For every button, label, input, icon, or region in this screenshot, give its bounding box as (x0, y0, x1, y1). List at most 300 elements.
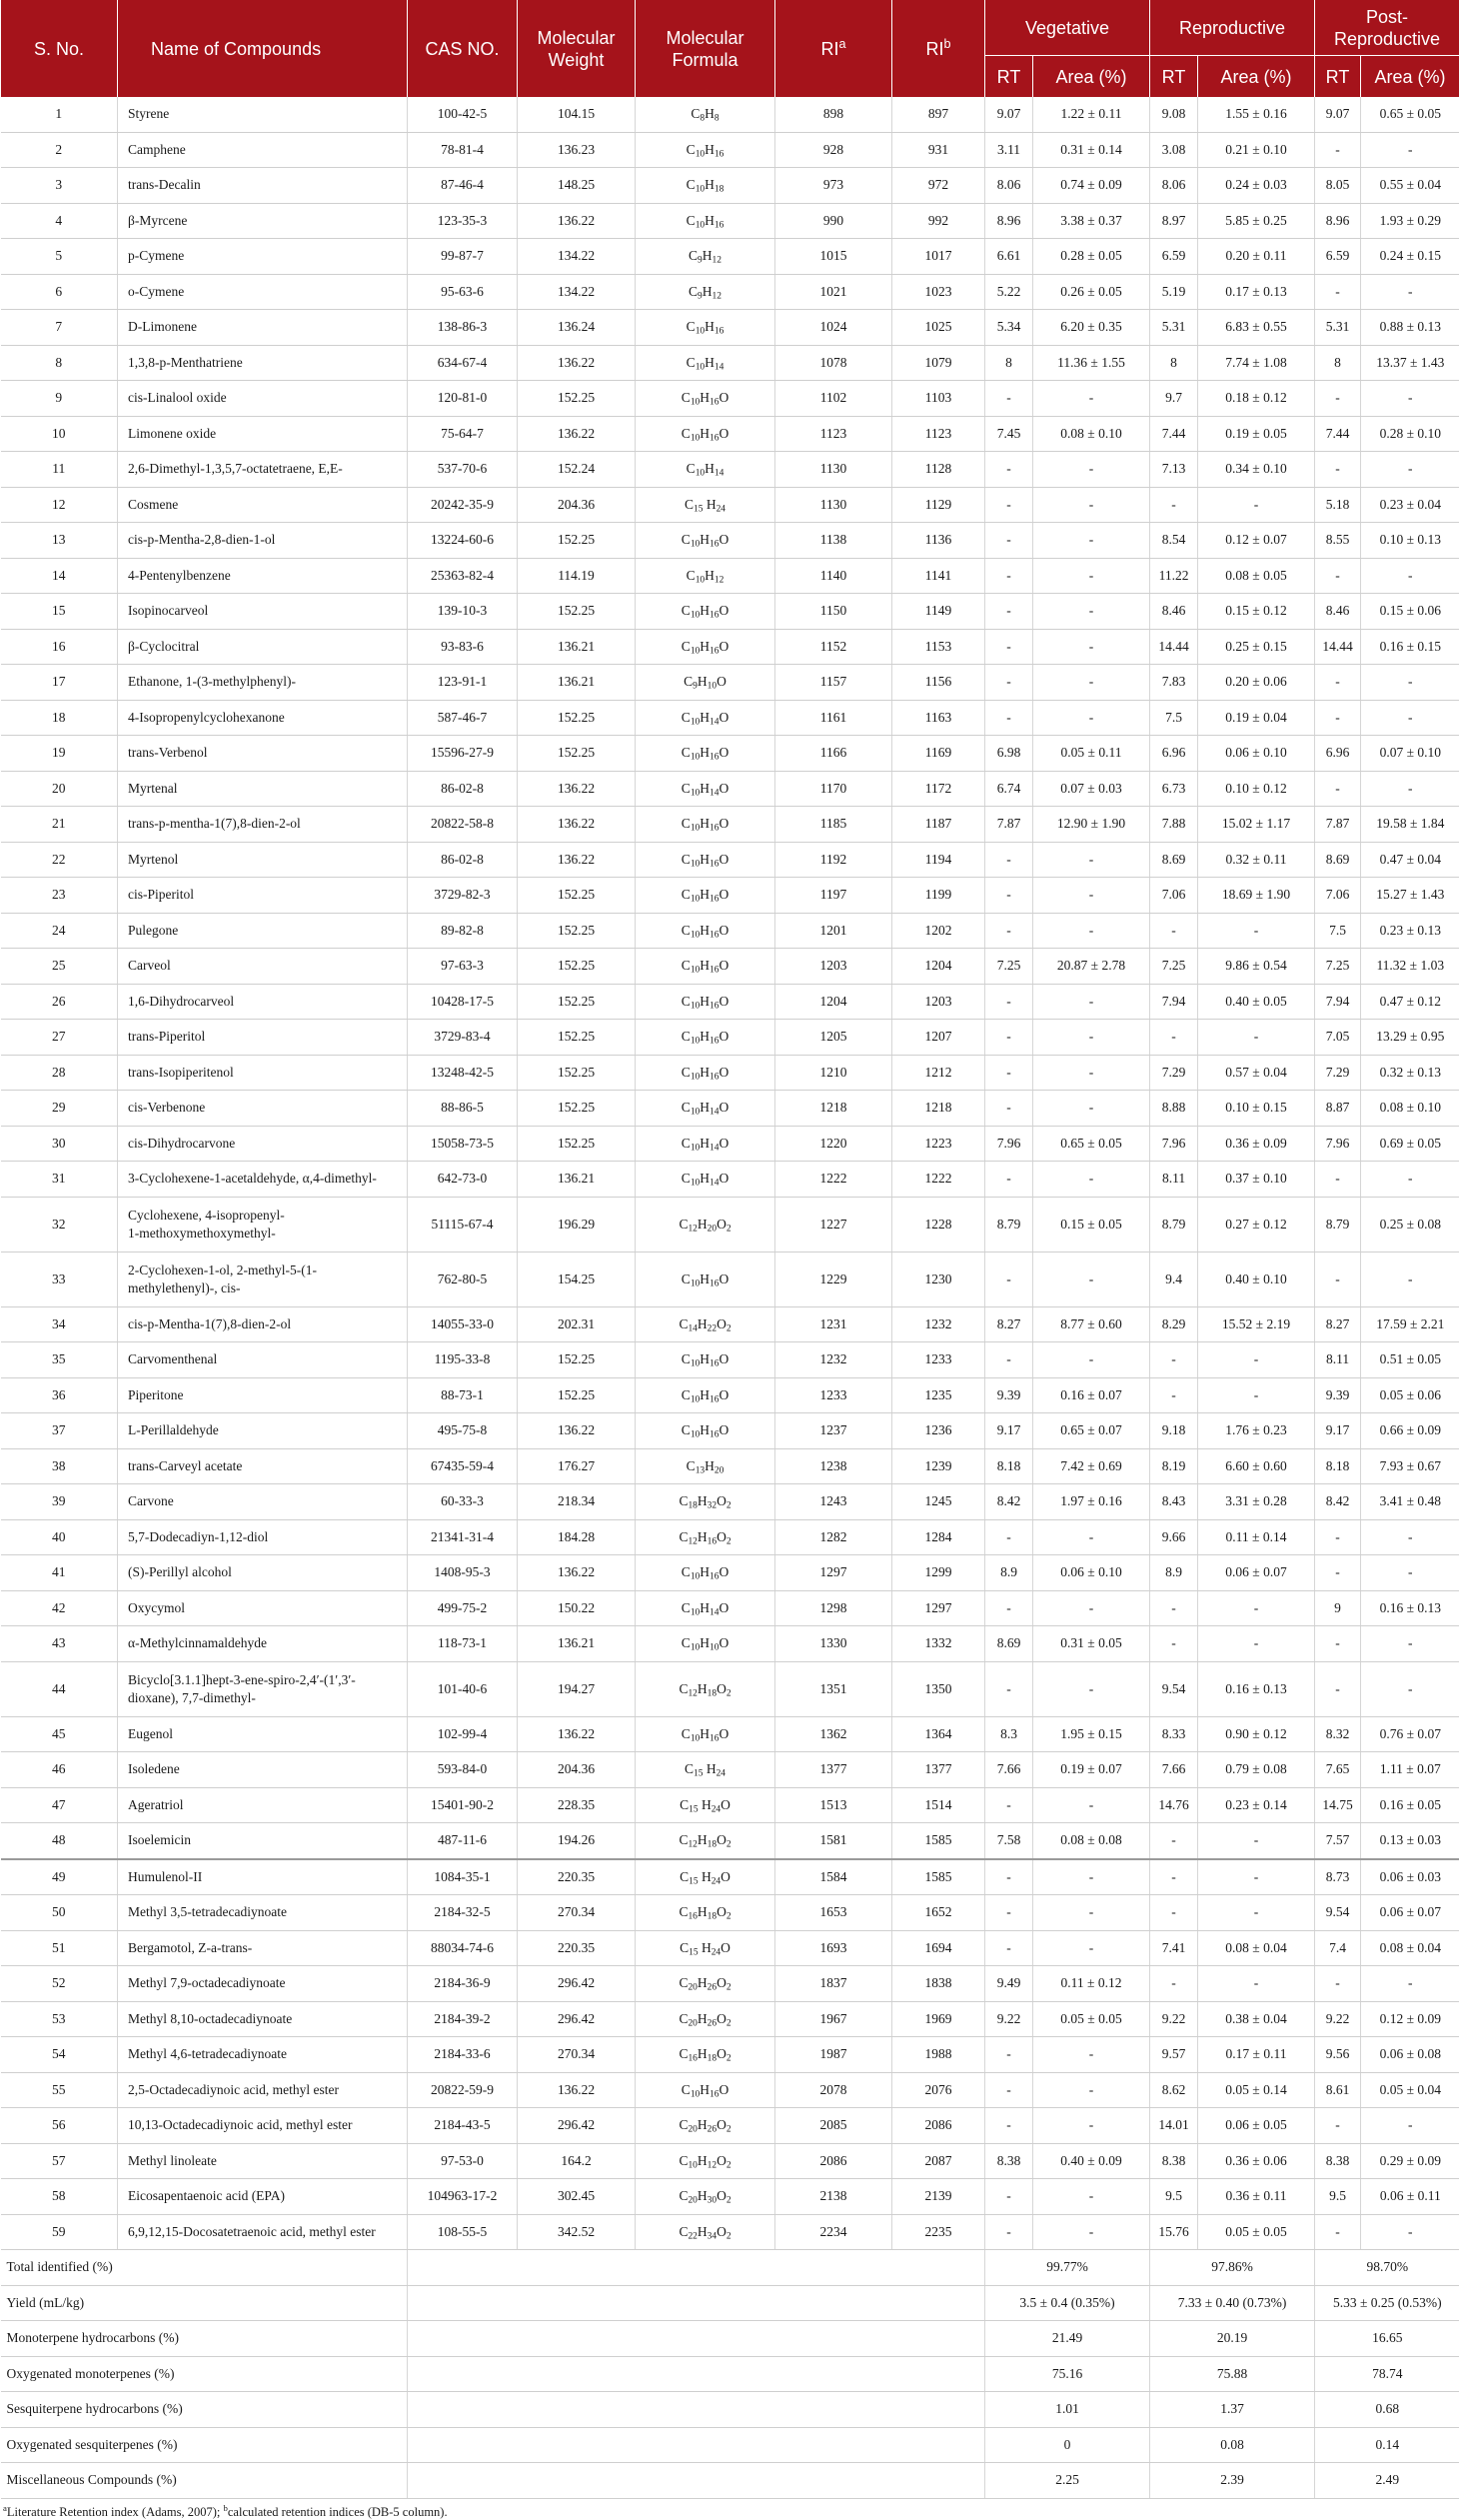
cell-veg-area: 20.87 ± 2.78 (1033, 949, 1150, 985)
header-sno: S. No. (1, 0, 118, 97)
cell-post-area: 0.55 ± 0.04 (1361, 168, 1459, 204)
cell-post-rt: - (1315, 1252, 1361, 1306)
cell-name: Myrtenol (118, 842, 408, 878)
cell-mw: 204.36 (518, 487, 636, 523)
cell-sno: 56 (1, 2108, 118, 2144)
cell-formula: $C_{10}H_{16}O$ (636, 1252, 775, 1306)
summary-row (1, 2285, 1459, 2321)
cell-veg-rt: 8.79 (985, 1197, 1033, 1252)
cell-ri-b: 1025 (892, 310, 985, 346)
cell-cas: 1084-35-1 (408, 1859, 518, 1895)
header-vegetative: Vegetative (985, 0, 1150, 56)
cell-ri-b: 1129 (892, 487, 985, 523)
cell-mw: 136.22 (518, 1413, 636, 1449)
header-veg-rt: RT (985, 56, 1033, 97)
cell-mw: 194.26 (518, 1823, 636, 1859)
cell-mw: 152.25 (518, 1091, 636, 1127)
cell-name: 1,3,8-p-Menthatriene (118, 345, 408, 381)
cell-rep-area: 0.79 ± 0.08 (1198, 1752, 1315, 1788)
cell-formula: $C_{15}$ $H_{24}$ (636, 1752, 775, 1788)
cell-sno: 27 (1, 1020, 118, 1056)
table-row (1, 274, 1459, 310)
table-row (1, 1555, 1459, 1591)
cell-veg-rt: - (985, 1055, 1033, 1091)
cell-cas: 118-73-1 (408, 1626, 518, 1662)
cell-formula: $C_{10}H_{16}O$ (636, 2072, 775, 2108)
cell-ri-a: 1130 (775, 487, 892, 523)
cell-name: cis-p-Mentha-1(7),8-dien-2-ol (118, 1306, 408, 1342)
cell-ri-a: 1837 (775, 1966, 892, 2002)
cell-formula: $C_{10}H_{16}O$ (636, 1342, 775, 1378)
cell-cas: 88034-74-6 (408, 1930, 518, 1966)
cell-formula: $C_{22}H_{34}O_2$ (636, 2214, 775, 2250)
cell-cas: 102-99-4 (408, 1716, 518, 1752)
cell-name: Oxycymol (118, 1590, 408, 1626)
cell-formula: $C_{13}H_{20}$ (636, 1448, 775, 1484)
cell-formula: $C_{10}H_{16}O$ (636, 878, 775, 914)
cell-rep-area: 0.19 ± 0.04 (1198, 700, 1315, 736)
cell-name: Isoledene (118, 1752, 408, 1788)
summary-vegetative: 2.25 (985, 2463, 1150, 2499)
cell-rep-rt: 3.08 (1150, 132, 1198, 168)
cell-post-rt: 6.96 (1315, 736, 1361, 772)
cell-ri-a: 1351 (775, 1661, 892, 1716)
cell-veg-area: - (1033, 558, 1150, 594)
cell-post-area: 19.58 ± 1.84 (1361, 807, 1459, 843)
cell-rep-rt: 7.44 (1150, 416, 1198, 452)
cell-post-area: 0.32 ± 0.13 (1361, 1055, 1459, 1091)
cell-post-area: 0.16 ± 0.13 (1361, 1590, 1459, 1626)
cell-mw: 218.34 (518, 1484, 636, 1520)
cell-cas: 97-63-3 (408, 949, 518, 985)
cell-rep-area: 0.40 ± 0.05 (1198, 984, 1315, 1020)
cell-cas: 25363-82-4 (408, 558, 518, 594)
cell-sno: 9 (1, 381, 118, 417)
cell-post-area: 0.05 ± 0.06 (1361, 1377, 1459, 1413)
cell-mw: 136.22 (518, 1555, 636, 1591)
cell-veg-rt: 8.42 (985, 1484, 1033, 1520)
cell-ri-a: 1161 (775, 700, 892, 736)
summary-post-reproductive: 16.65 (1315, 2321, 1459, 2357)
cell-formula: $C_{12}H_{16}O_2$ (636, 1519, 775, 1555)
cell-ri-b: 1377 (892, 1752, 985, 1788)
cell-post-rt: 8.55 (1315, 523, 1361, 559)
cell-name: 4-Pentenylbenzene (118, 558, 408, 594)
cell-name: β-Cyclocitral (118, 629, 408, 665)
cell-veg-area: - (1033, 2214, 1150, 2250)
cell-rep-rt: 7.83 (1150, 665, 1198, 701)
cell-formula: $C_9H_{12}$ (636, 274, 775, 310)
cell-post-area: - (1361, 1661, 1459, 1716)
cell-veg-rt: - (985, 1859, 1033, 1895)
cell-sno: 10 (1, 416, 118, 452)
cell-post-area: 0.65 ± 0.05 (1361, 97, 1459, 132)
table-row (1, 310, 1459, 346)
cell-veg-area: - (1033, 1661, 1150, 1716)
cell-rep-area: 0.40 ± 0.10 (1198, 1252, 1315, 1306)
cell-veg-area: 11.36 ± 1.55 (1033, 345, 1150, 381)
table-row (1, 949, 1459, 985)
header-ri-b-base: RI (925, 39, 943, 59)
cell-ri-b: 1202 (892, 913, 985, 949)
cell-rep-rt: - (1150, 1966, 1198, 2002)
cell-post-rt: - (1315, 2214, 1361, 2250)
table-row (1, 2143, 1459, 2179)
cell-rep-rt: - (1150, 1823, 1198, 1859)
cell-formula: $C_{10}H_{14}O$ (636, 771, 775, 807)
cell-post-rt: 8.69 (1315, 842, 1361, 878)
cell-name: 5,7-Dodecadiyn-1,12-diol (118, 1519, 408, 1555)
cell-post-rt: 9.22 (1315, 2001, 1361, 2037)
cell-rep-area: 0.18 ± 0.12 (1198, 381, 1315, 417)
cell-formula: $C_{10}H_{16}O$ (636, 736, 775, 772)
cell-ri-a: 1243 (775, 1484, 892, 1520)
cell-veg-rt: - (985, 1519, 1033, 1555)
cell-formula: $C_{10}H_{16}O$ (636, 1377, 775, 1413)
table-row (1, 1716, 1459, 1752)
cell-veg-area: - (1033, 1519, 1150, 1555)
cell-cas: 75-64-7 (408, 416, 518, 452)
cell-rep-rt: 14.44 (1150, 629, 1198, 665)
cell-formula: $C_{10}H_{16}O$ (636, 1413, 775, 1449)
cell-formula: $C_{10}H_{14}O$ (636, 1091, 775, 1127)
cell-post-rt: - (1315, 771, 1361, 807)
cell-name: trans-Verbenol (118, 736, 408, 772)
cell-name: cis-p-Mentha-2,8-dien-1-ol (118, 523, 408, 559)
cell-veg-area: 0.40 ± 0.09 (1033, 2143, 1150, 2179)
cell-veg-rt: - (985, 523, 1033, 559)
cell-cas: 487-11-6 (408, 1823, 518, 1859)
cell-rep-area: 0.11 ± 0.14 (1198, 1519, 1315, 1555)
cell-ri-a: 1157 (775, 665, 892, 701)
cell-mw: 342.52 (518, 2214, 636, 2250)
cell-ri-b: 1514 (892, 1787, 985, 1823)
cell-ri-a: 1232 (775, 1342, 892, 1378)
cell-formula: $C_{10}H_{16}O$ (636, 842, 775, 878)
cell-cas: 87-46-4 (408, 168, 518, 204)
cell-mw: 136.22 (518, 771, 636, 807)
cell-rep-rt: 7.29 (1150, 1055, 1198, 1091)
cell-ri-a: 1130 (775, 452, 892, 488)
cell-formula: $C_{10}H_{16}$ (636, 310, 775, 346)
cell-ri-b: 1136 (892, 523, 985, 559)
cell-sno: 57 (1, 2143, 118, 2179)
header-molecular-formula: Molecular Formula (636, 0, 775, 97)
cell-veg-area: 0.05 ± 0.05 (1033, 2001, 1150, 2037)
cell-ri-b: 1232 (892, 1306, 985, 1342)
cell-sno: 59 (1, 2214, 118, 2250)
cell-veg-area: 0.07 ± 0.03 (1033, 771, 1150, 807)
table-row (1, 665, 1459, 701)
footnote-a-text: Literature Retention index (Adams, 2007); (7, 2505, 224, 2519)
cell-rep-area: 15.52 ± 2.19 (1198, 1306, 1315, 1342)
cell-sno: 54 (1, 2037, 118, 2073)
cell-veg-rt: - (985, 2108, 1033, 2144)
summary-post-reproductive: 2.49 (1315, 2463, 1459, 2499)
cell-veg-area: 0.11 ± 0.12 (1033, 1966, 1150, 2002)
cell-sno: 8 (1, 345, 118, 381)
cell-rep-rt: 6.59 (1150, 239, 1198, 275)
table-row (1, 1626, 1459, 1662)
cell-ri-a: 1123 (775, 416, 892, 452)
cell-sno: 58 (1, 2179, 118, 2215)
cell-ri-b: 2087 (892, 2143, 985, 2179)
cell-veg-rt: 3.11 (985, 132, 1033, 168)
summary-vegetative: 99.77% (985, 2250, 1150, 2286)
cell-post-rt: 14.44 (1315, 629, 1361, 665)
cell-cas: 139-10-3 (408, 594, 518, 630)
cell-formula: $C_{10}H_{18}$ (636, 168, 775, 204)
cell-cas: 2184-36-9 (408, 1966, 518, 2002)
cell-post-area: - (1361, 771, 1459, 807)
summary-vegetative: 3.5 ± 0.4 (0.35%) (985, 2285, 1150, 2321)
cell-mw: 152.25 (518, 523, 636, 559)
cell-sno: 3 (1, 168, 118, 204)
cell-cas: 762-80-5 (408, 1252, 518, 1306)
cell-mw: 152.25 (518, 1377, 636, 1413)
cell-ri-a: 973 (775, 168, 892, 204)
table-row (1, 1661, 1459, 1716)
cell-rep-rt: - (1150, 1859, 1198, 1895)
cell-veg-rt: 6.74 (985, 771, 1033, 807)
cell-post-area: - (1361, 2108, 1459, 2144)
cell-post-area: 0.05 ± 0.04 (1361, 2072, 1459, 2108)
cell-formula: $C_9H_{10}O$ (636, 665, 775, 701)
cell-post-area: 0.29 ± 0.09 (1361, 2143, 1459, 2179)
cell-post-rt: - (1315, 274, 1361, 310)
table-row (1, 97, 1459, 132)
table-row (1, 1590, 1459, 1626)
summary-vegetative: 0 (985, 2427, 1150, 2463)
cell-veg-rt: 8.27 (985, 1306, 1033, 1342)
cell-ri-a: 1362 (775, 1716, 892, 1752)
cell-mw: 228.35 (518, 1787, 636, 1823)
cell-mw: 202.31 (518, 1306, 636, 1342)
cell-post-area: 0.06 ± 0.08 (1361, 2037, 1459, 2073)
cell-cas: 93-83-6 (408, 629, 518, 665)
cell-post-area: - (1361, 381, 1459, 417)
cell-cas: 138-86-3 (408, 310, 518, 346)
cell-name: 2,6-Dimethyl-1,3,5,7-octatetraene, E,E- (118, 452, 408, 488)
summary-label: Yield (mL/kg) (1, 2285, 408, 2321)
cell-name: Methyl linoleate (118, 2143, 408, 2179)
header-rep-rt: RT (1150, 56, 1198, 97)
cell-ri-a: 1015 (775, 239, 892, 275)
cell-veg-rt: - (985, 1252, 1033, 1306)
cell-sno: 31 (1, 1162, 118, 1198)
cell-rep-area: - (1198, 1859, 1315, 1895)
cell-ri-b: 1652 (892, 1895, 985, 1931)
cell-cas: 78-81-4 (408, 132, 518, 168)
summary-post-reproductive: 78.74 (1315, 2356, 1459, 2392)
cell-rep-rt: - (1150, 1895, 1198, 1931)
cell-rep-area: 0.06 ± 0.07 (1198, 1555, 1315, 1591)
cell-mw: 136.21 (518, 665, 636, 701)
cell-sno: 33 (1, 1252, 118, 1306)
cell-post-rt: 8 (1315, 345, 1361, 381)
cell-rep-area: 6.83 ± 0.55 (1198, 310, 1315, 346)
cell-cas: 20822-58-8 (408, 807, 518, 843)
cell-post-rt: 7.5 (1315, 913, 1361, 949)
cell-cas: 88-73-1 (408, 1377, 518, 1413)
table-row (1, 1162, 1459, 1198)
cell-rep-rt: 8.38 (1150, 2143, 1198, 2179)
summary-label: Total identified (%) (1, 2250, 408, 2286)
table-row (1, 2001, 1459, 2037)
cell-cas: 593-84-0 (408, 1752, 518, 1788)
cell-name: 2-Cyclohexen-1-ol, 2-methyl-5-(1- methylethenyl)-, cis- (118, 1252, 408, 1306)
cell-ri-a: 1078 (775, 345, 892, 381)
cell-rep-area: 0.37 ± 0.10 (1198, 1162, 1315, 1198)
cell-rep-rt: - (1150, 1626, 1198, 1662)
cell-name: Humulenol-II (118, 1859, 408, 1895)
cell-post-rt: 7.05 (1315, 1020, 1361, 1056)
cell-cas: 20242-35-9 (408, 487, 518, 523)
cell-ri-a: 1220 (775, 1126, 892, 1162)
cell-name: D-Limonene (118, 310, 408, 346)
cell-name: Carveol (118, 949, 408, 985)
cell-name: 6,9,12,15-Docosatetraenoic acid, methyl ester (118, 2214, 408, 2250)
cell-formula: $C_{10}H_{14}O$ (636, 700, 775, 736)
cell-cas: 13248-42-5 (408, 1055, 518, 1091)
cell-rep-rt: 9.57 (1150, 2037, 1198, 2073)
cell-name: Eicosapentaenoic acid (EPA) (118, 2179, 408, 2215)
cell-cas: 100-42-5 (408, 97, 518, 132)
cell-rep-area: 7.74 ± 1.08 (1198, 345, 1315, 381)
cell-ri-a: 990 (775, 203, 892, 239)
cell-veg-rt: - (985, 913, 1033, 949)
cell-rep-area: 0.19 ± 0.05 (1198, 416, 1315, 452)
cell-veg-area: - (1033, 381, 1150, 417)
table-row (1, 1055, 1459, 1091)
cell-post-area: 0.16 ± 0.15 (1361, 629, 1459, 665)
cell-name: L-Perillaldehyde (118, 1413, 408, 1449)
cell-post-rt: - (1315, 665, 1361, 701)
cell-veg-area: 0.28 ± 0.05 (1033, 239, 1150, 275)
cell-post-rt: 7.06 (1315, 878, 1361, 914)
cell-ri-a: 1222 (775, 1162, 892, 1198)
cell-mw: 152.25 (518, 736, 636, 772)
cell-rep-rt: 8.54 (1150, 523, 1198, 559)
cell-post-rt: 8.05 (1315, 168, 1361, 204)
table-row (1, 345, 1459, 381)
cell-cas: 499-75-2 (408, 1590, 518, 1626)
cell-rep-area: 0.20 ± 0.06 (1198, 665, 1315, 701)
cell-name: Eugenol (118, 1716, 408, 1752)
summary-row (1, 2427, 1459, 2463)
cell-post-rt: - (1315, 1519, 1361, 1555)
header-ri-a (775, 0, 892, 97)
cell-ri-a: 1201 (775, 913, 892, 949)
cell-sno: 30 (1, 1126, 118, 1162)
cell-mw: 148.25 (518, 168, 636, 204)
cell-post-area: - (1361, 452, 1459, 488)
cell-veg-rt: 9.07 (985, 97, 1033, 132)
cell-sno: 35 (1, 1342, 118, 1378)
cell-cas: 20822-59-9 (408, 2072, 518, 2108)
cell-post-area: 0.06 ± 0.11 (1361, 2179, 1459, 2215)
cell-formula: $C_{10}H_{16}O$ (636, 629, 775, 665)
table-row (1, 1930, 1459, 1966)
table-row (1, 1091, 1459, 1127)
cell-cas: 587-46-7 (408, 700, 518, 736)
table-row (1, 1895, 1459, 1931)
cell-name: α-Methylcinnamaldehyde (118, 1626, 408, 1662)
cell-post-rt: 7.87 (1315, 807, 1361, 843)
table-row (1, 523, 1459, 559)
cell-formula: $C_{10}H_{14}O$ (636, 1126, 775, 1162)
cell-sno: 2 (1, 132, 118, 168)
table-row (1, 736, 1459, 772)
cell-rep-rt: 9.08 (1150, 97, 1198, 132)
cell-ri-b: 2076 (892, 2072, 985, 2108)
cell-post-area: 11.32 ± 1.03 (1361, 949, 1459, 985)
cell-rep-area: 6.60 ± 0.60 (1198, 1448, 1315, 1484)
cell-name: cis-Linalool oxide (118, 381, 408, 417)
table-row (1, 452, 1459, 488)
cell-veg-rt: 9.17 (985, 1413, 1033, 1449)
cell-veg-area: - (1033, 1091, 1150, 1127)
summary-reproductive: 1.37 (1150, 2392, 1315, 2428)
cell-name: Cosmene (118, 487, 408, 523)
summary-row (1, 2392, 1459, 2428)
cell-mw: 164.2 (518, 2143, 636, 2179)
cell-post-area: 0.23 ± 0.04 (1361, 487, 1459, 523)
summary-reproductive: 75.88 (1150, 2356, 1315, 2392)
cell-rep-area: - (1198, 913, 1315, 949)
summary-post-reproductive: 0.68 (1315, 2392, 1459, 2428)
cell-cas: 15401-90-2 (408, 1787, 518, 1823)
cell-veg-rt: 7.25 (985, 949, 1033, 985)
cell-ri-a: 1166 (775, 736, 892, 772)
cell-post-area: 0.47 ± 0.12 (1361, 984, 1459, 1020)
cell-sno: 50 (1, 1895, 118, 1931)
cell-post-area: 0.08 ± 0.10 (1361, 1091, 1459, 1127)
cell-mw: 136.21 (518, 629, 636, 665)
cell-rep-rt: 7.94 (1150, 984, 1198, 1020)
cell-post-rt: 9.39 (1315, 1377, 1361, 1413)
cell-veg-rt: - (985, 1895, 1033, 1931)
summary-row (1, 2463, 1459, 2499)
cell-post-area: 0.24 ± 0.15 (1361, 239, 1459, 275)
cell-formula: $C_{12}H_{20}O_2$ (636, 1197, 775, 1252)
cell-veg-rt: - (985, 1590, 1033, 1626)
cell-formula: $C_{10}H_{16}$ (636, 203, 775, 239)
cell-veg-rt: - (985, 452, 1033, 488)
cell-rep-rt: 7.13 (1150, 452, 1198, 488)
cell-post-rt: 8.96 (1315, 203, 1361, 239)
header-ri-a-base: RI (820, 39, 838, 59)
cell-sno: 55 (1, 2072, 118, 2108)
cell-mw: 204.36 (518, 1752, 636, 1788)
cell-veg-rt: 7.66 (985, 1752, 1033, 1788)
cell-ri-b: 1128 (892, 452, 985, 488)
cell-mw: 136.21 (518, 1626, 636, 1662)
cell-veg-area: - (1033, 629, 1150, 665)
cell-post-area: 1.93 ± 0.29 (1361, 203, 1459, 239)
cell-post-rt: 6.59 (1315, 239, 1361, 275)
cell-mw: 150.22 (518, 1590, 636, 1626)
cell-veg-area: 1.95 ± 0.15 (1033, 1716, 1150, 1752)
cell-mw: 152.25 (518, 594, 636, 630)
cell-ri-b: 2139 (892, 2179, 985, 2215)
table-row (1, 2179, 1459, 2215)
cell-veg-rt: 5.22 (985, 274, 1033, 310)
cell-name: Ageratriol (118, 1787, 408, 1823)
cell-ri-a: 1298 (775, 1590, 892, 1626)
cell-name: Myrtenal (118, 771, 408, 807)
table-row (1, 1306, 1459, 1342)
